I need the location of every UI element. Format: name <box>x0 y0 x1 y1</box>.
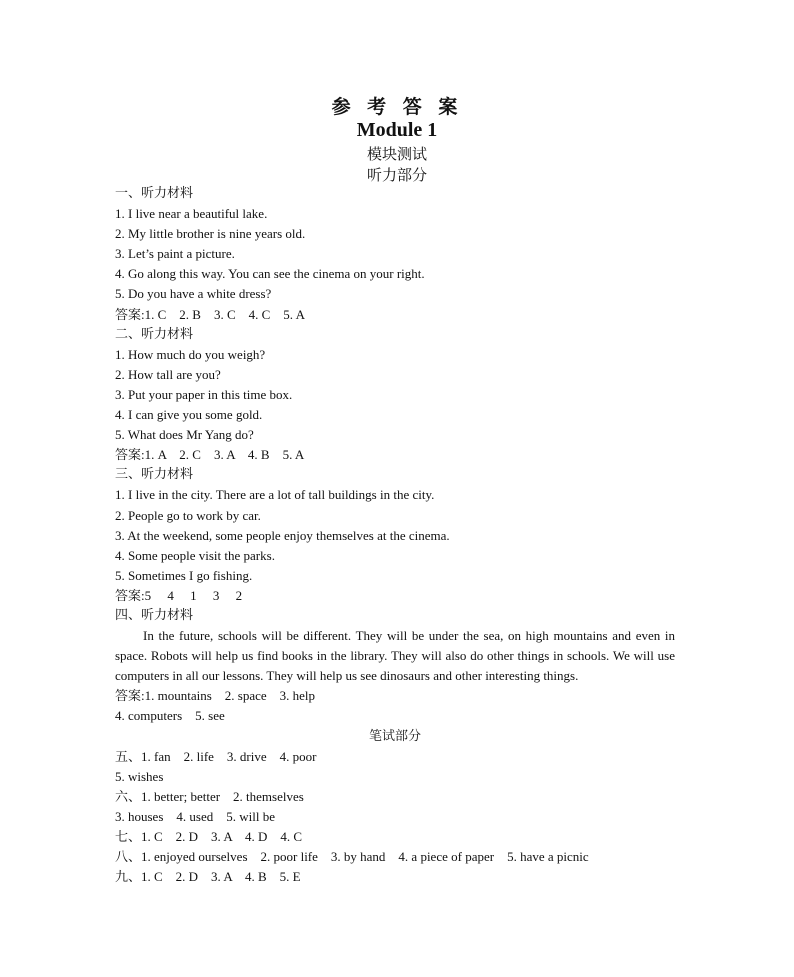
part3-line: 1. I live in the city. There are a lot of tall buildings in the city. <box>115 487 435 503</box>
written-section-title: 笔试部分 <box>368 728 421 744</box>
part4-paragraph: In the future, schools will be different. They will be under the sea, on high mountains and even in space. Robots will help us find books in the library. They will also do other things in schools. We will use computers in all our lessons. They will help us see dinosaurs and other interesting things. <box>115 628 675 684</box>
written-answer-line: 九、1. C 2. D 3. A 4. B 5. E <box>115 869 301 885</box>
test-subtitle: 模块测试 <box>366 145 427 163</box>
written-answer-line: 五、1. fan 2. life 3. drive 4. poor <box>115 748 317 764</box>
part2-heading: 二、听力材料 <box>115 326 194 342</box>
part2-line: 5. What does Mr Yang do? <box>115 427 254 443</box>
part1-heading: 一、听力材料 <box>115 186 194 201</box>
part1-line: 5. Do you have a white dress? <box>115 286 272 302</box>
part3-answer: 答案:5 4 1 3 2 <box>115 587 243 603</box>
written-answer-line: 5. wishes <box>115 768 164 784</box>
written-answer-line: 七、1. C 2. D 3. A 4. D 4. C <box>115 829 303 844</box>
part3-line: 5. Sometimes I go fishing. <box>115 567 253 583</box>
part3-line: 4. Some people visit the parks. <box>115 547 275 563</box>
part4-answer: 答案:1. mountains 2. space 3. help <box>115 688 316 704</box>
written-answer-line: 八、1. enjoyed ourselves 2. poor life 3. by hand 4. a piece of paper 5. have a picnic <box>115 849 589 865</box>
answer-body <box>115 184 675 887</box>
part4-heading: 四、听力材料 <box>115 607 194 623</box>
part2-line: 1. How much do you weigh? <box>115 346 266 362</box>
part2-line: 2. How tall are you? <box>115 366 221 382</box>
part1-line: 3. Let’s paint a picture. <box>115 246 235 262</box>
part2-line: 4. I can give you some gold. <box>115 407 263 423</box>
page-title: 参 考 答 案 <box>331 96 463 118</box>
part2-answer: 答案:1. A 2. C 3. A 4. B 5. A <box>115 447 305 463</box>
listening-section-title: 听力部分 <box>366 166 427 184</box>
part2-line: 3. Put your paper in this time box. <box>115 386 293 402</box>
module-title: Module 1 <box>356 119 438 141</box>
part3-heading: 三、听力材料 <box>115 467 194 483</box>
written-answer-line: 3. houses 4. used 5. will be <box>115 808 275 824</box>
part3-line: 2. People go to work by car. <box>115 507 261 523</box>
part3-line: 3. At the weekend, some people enjoy themselves at the cinema. <box>115 527 450 543</box>
part1-line: 4. Go along this way. You can see the cinema on your right. <box>115 266 425 282</box>
part1-line: 1. I live near a beautiful lake. <box>115 206 268 222</box>
part1-line: 2. My little brother is nine years old. <box>115 226 306 242</box>
part1-answer: 答案:1. C 2. B 3. C 4. C 5. A <box>115 306 305 322</box>
part4-answer: 4. computers 5. see <box>115 708 225 724</box>
written-answer-line: 六、1. better; better 2. themselves <box>115 788 304 804</box>
